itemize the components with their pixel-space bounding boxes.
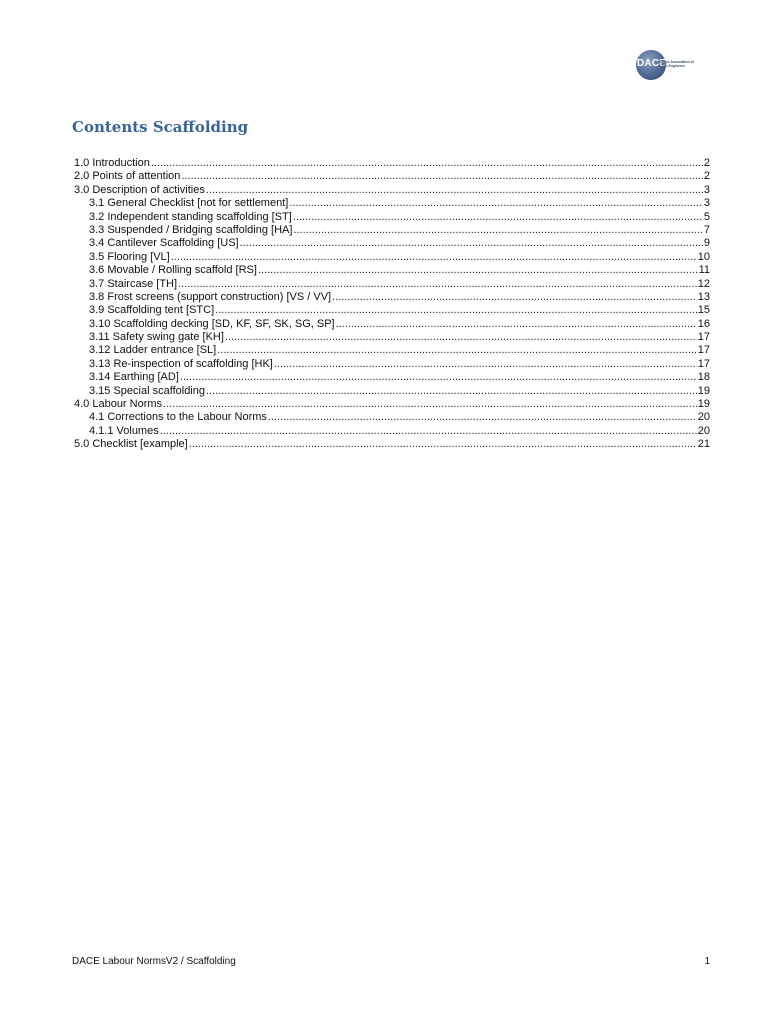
toc-entry-label: 3.11 Safety swing gate [KH] [89, 331, 224, 344]
toc-entry[interactable] [74, 318, 710, 331]
toc-entry-label: 3.0 Description of activities [74, 183, 205, 196]
toc-entry[interactable] [74, 398, 710, 411]
toc-leader-dots [215, 304, 697, 317]
toc-leader-dots [268, 411, 697, 424]
toc-entry-label: 3.5 Flooring [VL] [89, 250, 170, 263]
toc-entry-label: 3.14 Earthing [AD] [89, 371, 179, 384]
toc-entry[interactable] [74, 425, 710, 438]
toc-entry-page: 17 [697, 357, 710, 370]
toc-entry-page: 12 [697, 277, 710, 290]
toc-entry-page: 20 [697, 424, 710, 437]
toc-entry-page: 16 [697, 317, 710, 330]
toc-entry-label: 3.6 Movable / Rolling scaffold [RS] [89, 264, 257, 277]
toc-entry-label: 3.3 Suspended / Bridging scaffolding [HA] [89, 223, 293, 236]
toc-entry[interactable] [74, 344, 710, 357]
page-title: Contents Scaffolding [72, 118, 249, 136]
toc-entry-page: 2 [703, 170, 710, 183]
toc-entry-page: 19 [697, 398, 710, 411]
dace-logo [636, 50, 716, 82]
toc-entry-label: 3.7 Staircase [TH] [89, 277, 178, 290]
toc-entry[interactable] [74, 264, 710, 277]
toc-entry[interactable] [74, 438, 710, 451]
toc-leader-dots [274, 358, 697, 371]
toc-entry-label: 3.2 Independent standing scaffolding [ST] [89, 210, 292, 223]
toc-entry-label: 3.8 Frost screens (support construction) [VS / VV] [89, 290, 332, 303]
toc-leader-dots [178, 278, 697, 291]
toc-entry[interactable] [74, 304, 710, 317]
toc-leader-dots [163, 398, 697, 411]
toc-entry[interactable] [74, 331, 710, 344]
toc-leader-dots [293, 224, 702, 237]
toc-leader-dots [181, 170, 702, 183]
toc-entry[interactable] [74, 411, 710, 424]
toc-entry[interactable] [74, 358, 710, 371]
toc-entry[interactable] [74, 224, 710, 237]
toc-entry-label: 3.10 Scaffolding decking [SD, KF, SF, SK, SG, SP] [89, 317, 335, 330]
toc-leader-dots [189, 438, 697, 451]
toc-entry-label: 5.0 Checklist [example] [74, 438, 188, 451]
toc-leader-dots [258, 264, 698, 277]
toc-entry[interactable] [74, 157, 710, 170]
toc-entry-page: 13 [697, 290, 710, 303]
toc-entry[interactable] [74, 197, 710, 210]
toc-leader-dots [289, 197, 703, 210]
toc-entry-page: 11 [698, 264, 710, 277]
toc-leader-dots [160, 425, 697, 438]
toc-entry-page: 5 [703, 210, 710, 223]
toc-entry-page: 7 [703, 223, 710, 236]
toc-entry-label: 3.1 General Checklist [not for settlement] [89, 197, 289, 210]
toc-entry-label: 3.12 Ladder entrance [SL] [89, 344, 217, 357]
toc-entry-label: 1.0 Introduction [74, 157, 150, 169]
toc-leader-dots [225, 331, 697, 344]
toc-entry-page: 3 [703, 183, 710, 196]
toc-entry-page: 2 [703, 157, 710, 169]
toc-entry-label: 4.1.1 Volumes [89, 424, 159, 437]
toc-entry-page: 15 [697, 304, 710, 317]
toc-entry-page: 21 [697, 438, 710, 451]
toc-entry[interactable] [74, 184, 710, 197]
toc-entry-page: 18 [697, 371, 710, 384]
toc-entry-label: 4.1 Corrections to the Labour Norms [89, 411, 267, 424]
toc-entry-label: 3.15 Special scaffolding [89, 384, 205, 397]
logo-subtitle [660, 60, 716, 68]
toc-leader-dots [206, 184, 703, 197]
toc-leader-dots [336, 318, 697, 331]
toc-entry-label: 3.4 Cantilever Scaffolding [US] [89, 237, 239, 250]
footer-page-number: 1 [704, 956, 710, 967]
logo-subtitle-line: Cost Engineers [660, 64, 685, 68]
toc-leader-dots [180, 371, 697, 384]
toc-entry[interactable] [74, 278, 710, 291]
toc-leader-dots [151, 157, 703, 170]
toc-entry[interactable] [74, 385, 710, 398]
table-of-contents [74, 157, 710, 452]
toc-leader-dots [217, 344, 697, 357]
toc-entry[interactable] [74, 291, 710, 304]
toc-entry-label: 3.13 Re-inspection of scaffolding [HK] [89, 357, 273, 370]
logo-text: DACE [637, 58, 667, 69]
toc-entry[interactable] [74, 371, 710, 384]
toc-entry-page: 17 [697, 344, 710, 357]
toc-leader-dots [240, 237, 703, 250]
logo-subtitle-line: Dutch Association of [660, 60, 694, 64]
toc-leader-dots [206, 385, 697, 398]
toc-entry[interactable] [74, 251, 710, 264]
toc-entry-page: 3 [703, 197, 710, 210]
toc-entry-label: 3.9 Scaffolding tent [STC] [89, 304, 215, 317]
toc-leader-dots [332, 291, 697, 304]
toc-entry[interactable] [74, 211, 710, 224]
toc-entry-label: 2.0 Points of attention [74, 170, 181, 183]
toc-entry-page: 9 [703, 237, 710, 250]
toc-entry-page: 17 [697, 331, 710, 344]
toc-entry-label: 4.0 Labour Norms [74, 398, 163, 411]
toc-entry-page: 20 [697, 411, 710, 424]
toc-leader-dots [293, 211, 703, 224]
footer-document-title: DACE Labour NormsV2 / Scaffolding [72, 956, 236, 967]
toc-leader-dots [171, 251, 697, 264]
toc-entry-page: 10 [697, 250, 710, 263]
toc-entry[interactable] [74, 237, 710, 250]
toc-entry-page: 19 [697, 384, 710, 397]
toc-entry[interactable] [74, 170, 710, 183]
